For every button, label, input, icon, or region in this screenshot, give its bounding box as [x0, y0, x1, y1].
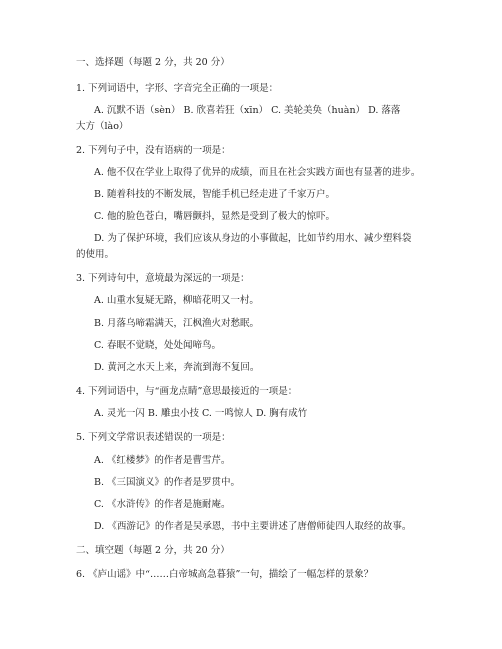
- question-5-option-d: D. 《西游记》的作者是吴承恩，书中主要讲述了唐僧师徒四人取经的故事。: [94, 521, 412, 532]
- question-3-option-d: D. 黄河之水天上来，奔流到海不复回。: [94, 362, 260, 373]
- question-5-stem: 5. 下列文学常识表述错误的一项是：: [76, 432, 231, 443]
- question-5-option-c: C. 《水浒传》的作者是施耐庵。: [94, 499, 231, 510]
- question-1-stem: 1. 下列词语中，字形、字音完全正确的一项是：: [76, 83, 279, 94]
- question-2-stem: 2. 下列句子中，没有语病的一项是：: [76, 145, 231, 156]
- question-2-option-d: D. 为了保护环境，我们应该从身边的小事做起，比如节约用水、减少塑料袋: [94, 233, 412, 244]
- question-3-stem: 3. 下列诗句中，意境最为深远的一项是：: [76, 273, 250, 284]
- question-5-option-a: A. 《红楼梦》的作者是曹雪芹。: [94, 455, 231, 466]
- question-2-option-d-wrap: 的使用。: [76, 249, 115, 260]
- question-3-option-a: A. 山重水复疑无路，柳暗花明又一村。: [94, 295, 259, 306]
- question-2-option-c: C. 他的脸色苍白，嘴唇颤抖，显然是受到了极大的惊吓。: [94, 211, 335, 222]
- question-1-options-wrap: 大方（lào）: [76, 121, 129, 132]
- question-6-stem: 6. 《庐山谣》中“……白帝城高急暮猿”一句，描绘了一幅怎样的景象？: [76, 569, 374, 580]
- question-5-option-b: B. 《三国演义》的作者是罗贯中。: [94, 477, 241, 488]
- question-3-option-b: B. 月落乌啼霜满天，江枫渔火对愁眠。: [94, 318, 260, 329]
- question-2-option-a: A. 他不仅在学业上取得了优异的成绩，而且在社会实践方面也有显著的进步。: [94, 167, 421, 178]
- question-2-option-b: B. 随着科技的不断发展，智能手机已经走进了千家万户。: [94, 189, 336, 200]
- question-4-options: A. 灵光一闪 B. 雕虫小技 C. 一鸣惊人 D. 胸有成竹: [94, 408, 308, 419]
- section-1-title: 一、选择题（每题 2 分，共 20 分）: [76, 57, 230, 68]
- question-1-options: A. 沉默不语（sèn） B. 欣喜若狂（xīn） C. 美轮美奂（huàn） D. 落落: [94, 105, 401, 116]
- question-4-stem: 4. 下列词语中，与“画龙点睛”意思最接近的一项是：: [76, 386, 298, 397]
- section-2-title: 二、填空题（每题 2 分，共 20 分）: [76, 545, 230, 556]
- question-3-option-c: C. 春眠不觉晓，处处闻啼鸟。: [94, 340, 221, 351]
